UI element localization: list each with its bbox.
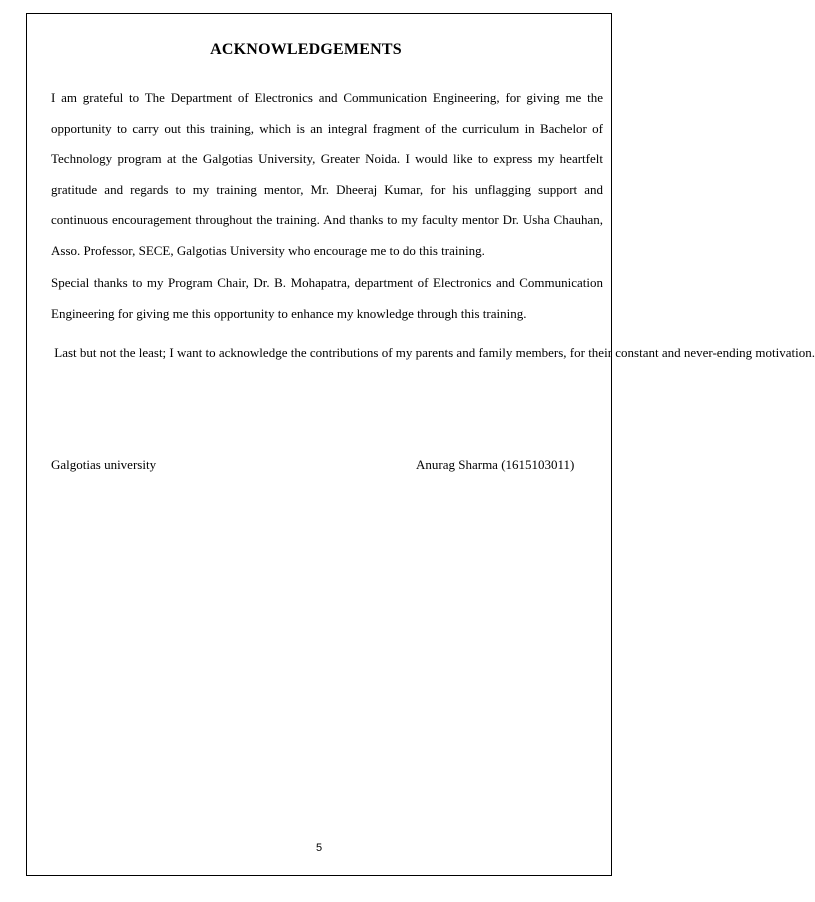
institution-name: Galgotias university <box>51 457 157 472</box>
paragraph-special-thanks: Special thanks to my Program Chair, Dr. B. Mohapatra, department of Electronics and Communication Engineering for giving me this opportunity to enhance my knowledge through this training. <box>51 275 603 321</box>
paragraph-gratitude: I am grateful to The Department of Electronics and Communication Engineering, for giving me the opportunity to carry out this training, which is an integral fragment of the curriculum in Bachelor of Technology program at the Galgotias University, Greater Noida. I would like to express my heartfelt gratitude and regards to my training mentor, Mr. Dheeraj Kumar, for his unflagging support and continuous encouragement throughout the training. And thanks to my faculty mentor Dr. Usha Chauhan, Asso. Professor, SECE, Galgotias University who encourage me to do this training. <box>51 90 603 258</box>
page-title: ACKNOWLEDGEMENTS <box>210 41 402 58</box>
paragraph-family <box>51 338 815 369</box>
author-signature: Anurag Sharma (1615103011) <box>416 457 575 472</box>
page-number: 5 <box>315 842 323 854</box>
paragraph-family-text: Last but not the least; I want to acknowledge the contributions of my parents and family members, for their constant and never-ending motivation. <box>51 345 815 360</box>
